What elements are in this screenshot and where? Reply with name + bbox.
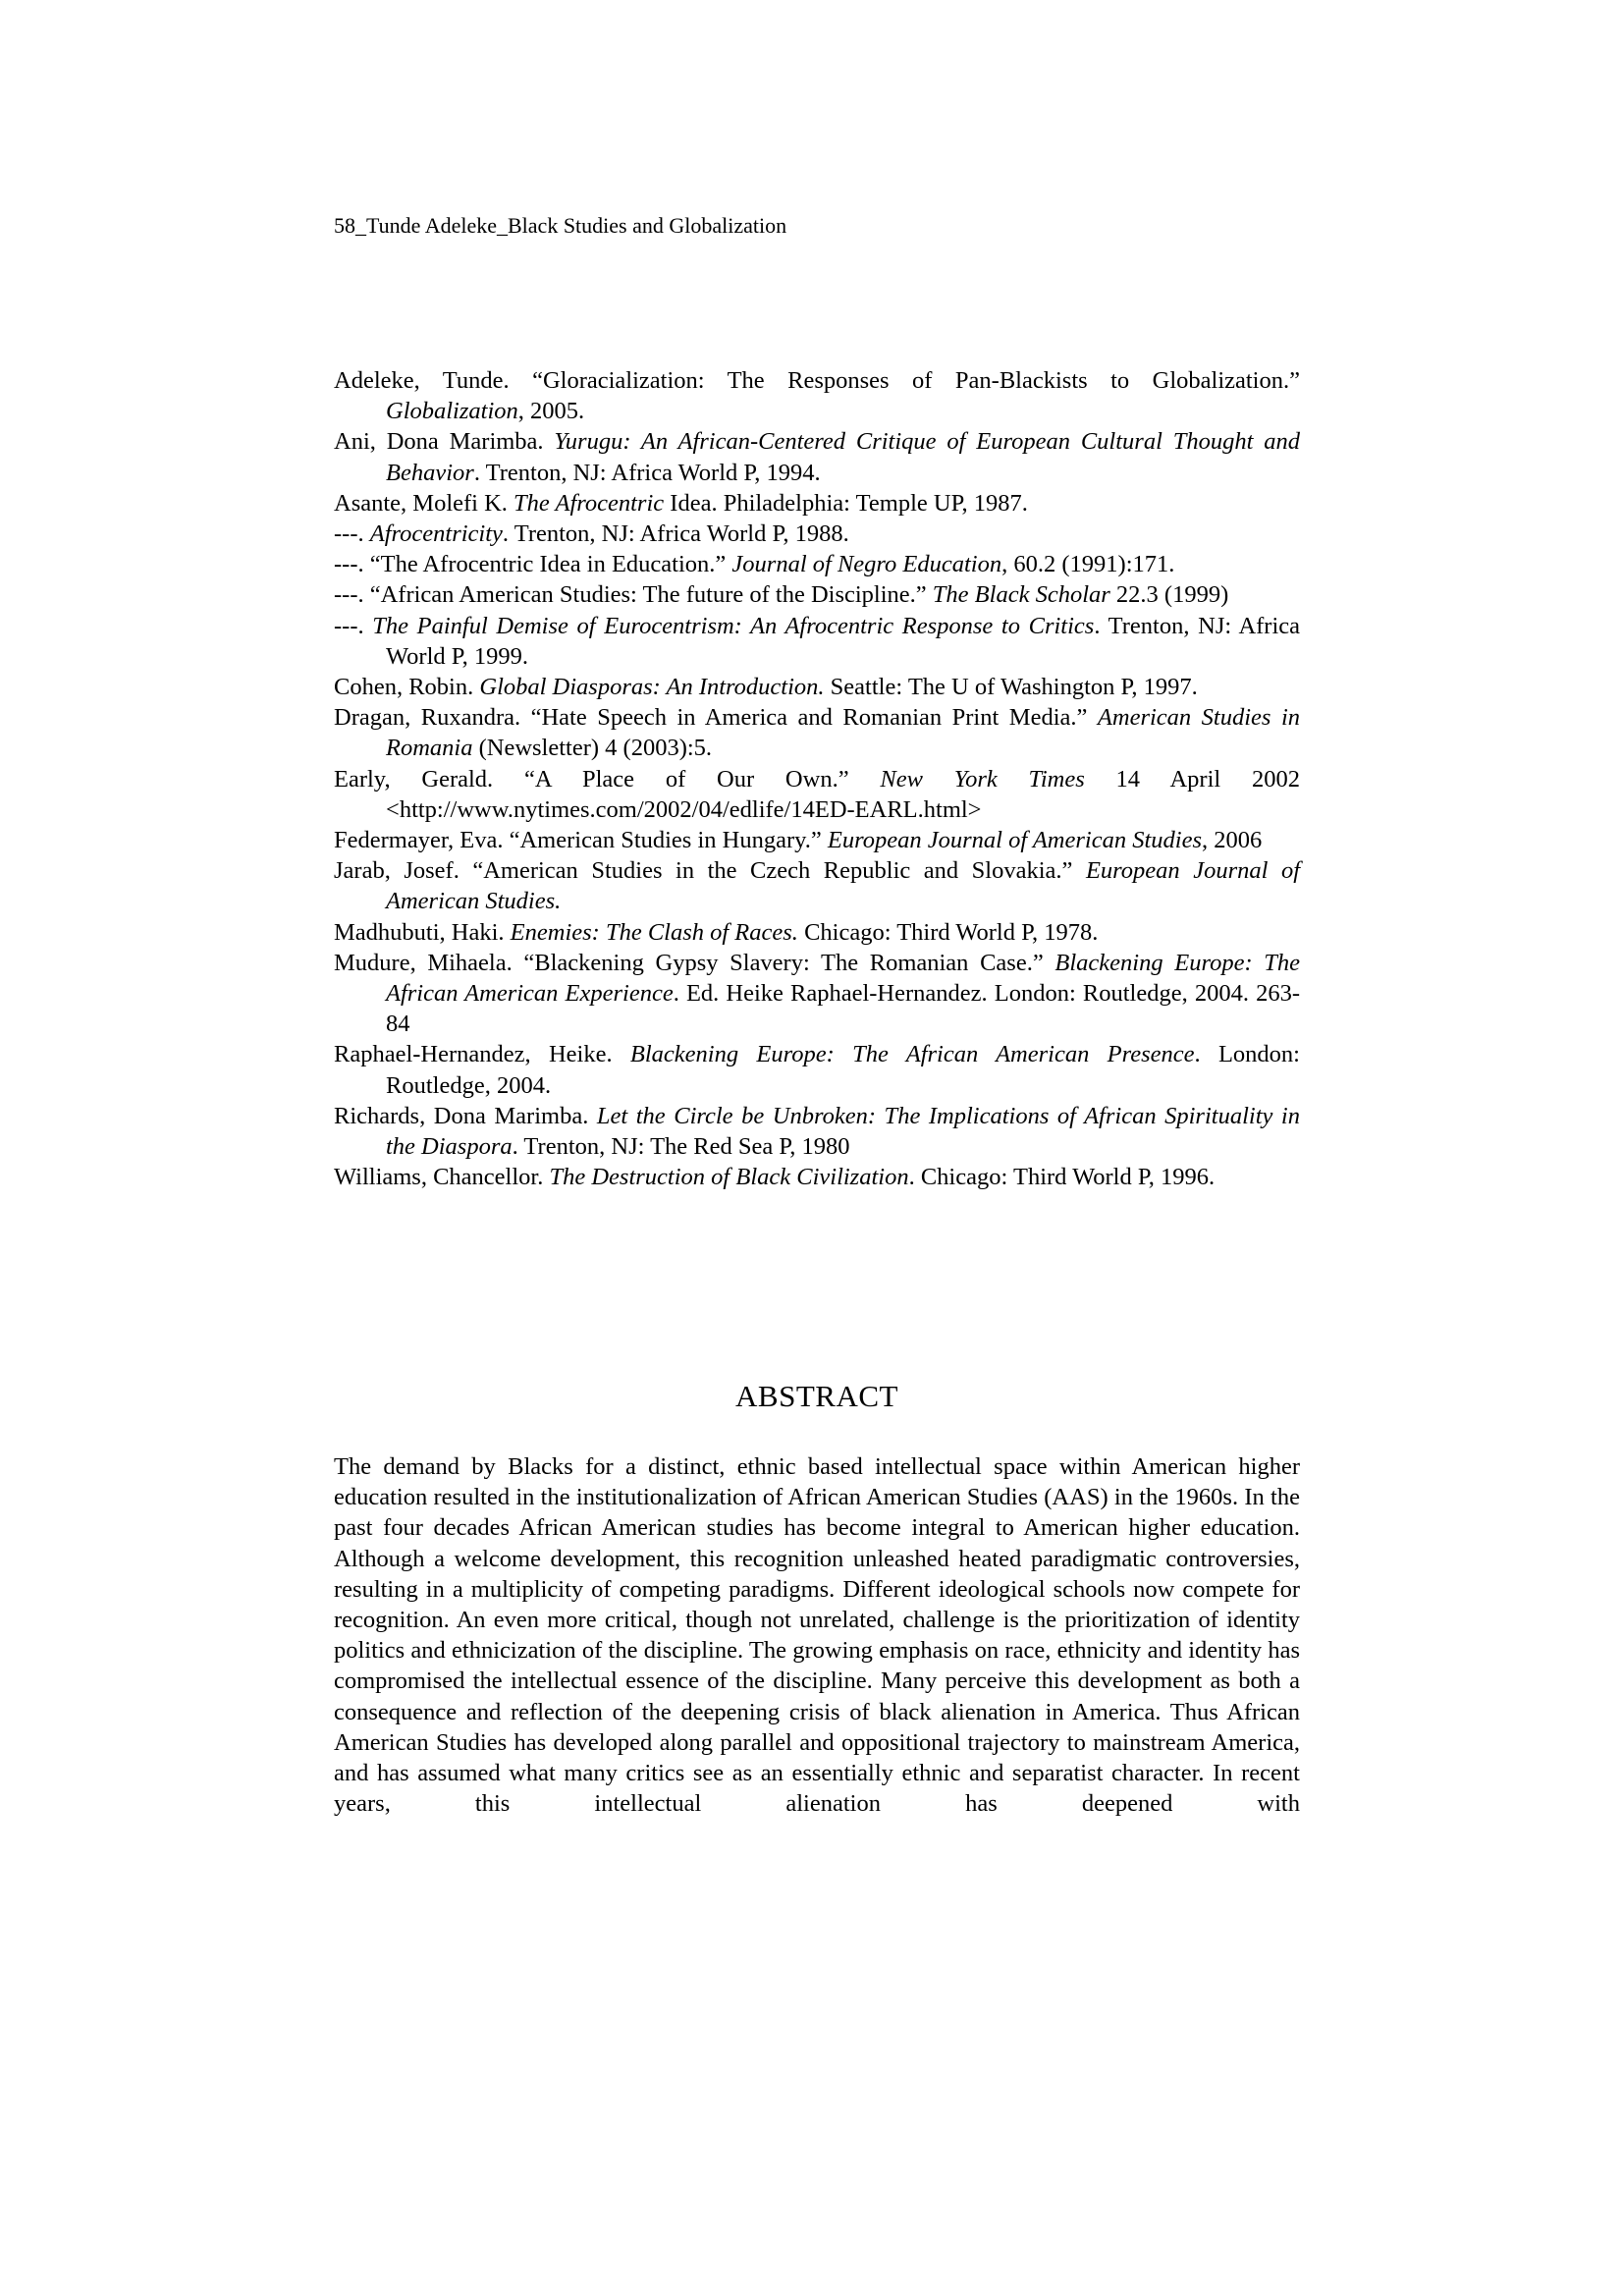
reference-entry: Madhubuti, Haki. Enemies: The Clash of Races. Chicago: Third World P, 1978. — [334, 918, 1099, 946]
reference-entry: Cohen, Robin. Global Diasporas: An Introduction. Seattle: The U of Washington P, 1997. — [334, 674, 1198, 701]
reference-entry: Ani, Dona Marimba. Yurugu: An African-Centered Critique of European Cultural Thought and Behavior. Trenton, NJ: Africa World P, 1994. — [334, 428, 1300, 486]
running-head: 58_Tunde Adeleke_Black Studies and Globalization — [334, 213, 787, 238]
reference-entry: Jarab, Josef. “American Studies in the Czech Republic and Slovakia.” European Journal of American Studies. — [334, 857, 1300, 915]
reference-entry: Federmayer, Eva. “American Studies in Hungary.” European Journal of American Studies, 2006 — [334, 827, 1263, 854]
abstract-body: The demand by Blacks for a distinct, ethnic based intellectual space within American higher education resulted in the institutionalization of African American Studies (AAS) in the 1960s. In the past four decades African American studies has become integral to American higher education. Although a welcome development, this recognition unleashed heated paradigmatic controversies, resulting in a multiplicity of competing paradigms. Different ideological schools now compete for recognition. An even more critical, though not unrelated, challenge is the prioritization of identity politics and ethnicization of the discipline. The growing emphasis on race, ethnicity and identity has compromised the intellectual essence of the discipline. Many perceive this development as both a consequence and reflection of the deepening crisis of black alienation in America. Thus African American Studies has developed along parallel and oppositional trajectory to mainstream America, and has assumed what many critics see as an essentially ethnic and separatist character. In recent years, this intellectual alienation has deepened with — [334, 1453, 1300, 1818]
reference-entry: ---. The Painful Demise of Eurocentrism: An Afrocentric Response to Critics. Trenton, NJ: Africa World P, 1999. — [334, 612, 1301, 670]
reference-entry: ---. “The Afrocentric Idea in Education.” Journal of Negro Education, 60.2 (1991):171. — [334, 551, 1175, 578]
reference-entry: Williams, Chancellor. The Destruction of Black Civilization. Chicago: Third World P, 1996. — [334, 1164, 1216, 1191]
reference-entry: ---. Afrocentricity. Trenton, NJ: Africa World P, 1988. — [334, 520, 849, 548]
reference-entry: Adeleke, Tunde. “Gloracialization: The Responses of Pan-Blackists to Globalization.” Globalization, 2005. — [334, 367, 1300, 425]
reference-entry: Richards, Dona Marimba. Let the Circle be Unbroken: The Implications of African Spirituality in the Diaspora. Trenton, NJ: The Red Sea P, 1980 — [334, 1102, 1300, 1161]
abstract-heading: ABSTRACT — [735, 1379, 898, 1413]
reference-entry: Asante, Molefi K. The Afrocentric Idea. Philadelphia: Temple UP, 1987. — [334, 489, 1028, 517]
reference-entry: ---. “African American Studies: The future of the Discipline.” The Black Scholar 22.3 (1999) — [334, 581, 1229, 609]
references-list — [334, 365, 1300, 1192]
reference-entry: Raphael-Hernandez, Heike. Blackening Europe: The African American Presence. London: Routledge, 2004. — [334, 1041, 1300, 1099]
reference-entry: Mudure, Mihaela. “Blackening Gypsy Slavery: The Romanian Case.” Blackening Europe: The African American Experience. Ed. Heike Raphael-Hernandez. London: Routledge, 2004. 263-84 — [334, 949, 1301, 1038]
reference-entry: Dragan, Ruxandra. “Hate Speech in America and Romanian Print Media.” American Studies in Romania (Newsletter) 4 (2003):5. — [334, 704, 1300, 762]
reference-entry: Early, Gerald. “A Place of Our Own.” New York Times 14 April 2002 <http://www.nytimes.com/2002/04/edlife/14ED-EARL.html> — [334, 765, 1300, 823]
